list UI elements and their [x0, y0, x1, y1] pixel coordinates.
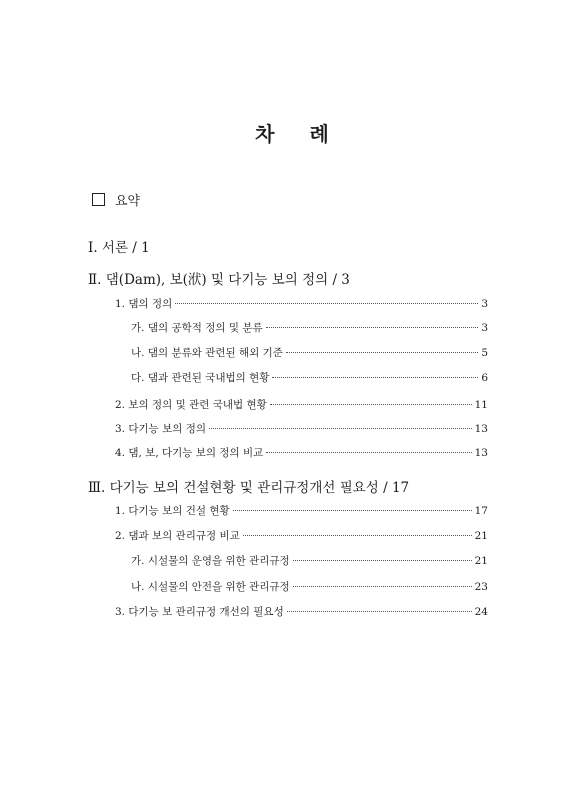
- dot-leader: [270, 404, 472, 405]
- dot-leader: [293, 586, 472, 587]
- checkbox-icon: [92, 193, 105, 206]
- dot-leader: [266, 327, 479, 328]
- section-heading-2[interactable]: Ⅱ. 댐(Dam), 보(洑) 및 다기능 보의 정의 / 3: [88, 272, 350, 288]
- title-second-char: 례: [309, 122, 330, 146]
- toc-entry[interactable]: 1. 댐의 정의 3: [115, 298, 488, 310]
- dot-leader: [233, 510, 472, 511]
- dot-leader: [175, 303, 478, 304]
- toc-entry[interactable]: 1. 다기능 보의 건설 현황 17: [115, 505, 488, 517]
- toc-entry[interactable]: 나. 시설물의 안전을 위한 관리규정 23: [131, 581, 488, 593]
- dot-leader: [287, 611, 472, 612]
- dot-leader: [209, 428, 472, 429]
- summary-label: 요약: [115, 194, 141, 209]
- dot-leader: [243, 535, 472, 536]
- toc-entry[interactable]: 가. 댐의 공학적 정의 및 분류 3: [131, 322, 488, 334]
- title-first-char: 차: [255, 122, 276, 146]
- dot-leader: [293, 560, 472, 561]
- dot-leader: [266, 452, 471, 453]
- dot-leader: [272, 377, 478, 378]
- toc-entry[interactable]: 2. 보의 정의 및 관련 국내법 현황 11: [115, 399, 488, 411]
- toc-entry[interactable]: 2. 댐과 보의 관리규정 비교 21: [115, 530, 488, 542]
- section-heading-3[interactable]: Ⅲ. 다기능 보의 건설현황 및 관리규정개선 필요성 / 17: [88, 480, 410, 496]
- toc-entry[interactable]: 3. 다기능 보 관리규정 개선의 필요성 24: [115, 606, 488, 618]
- page-title: [0, 118, 585, 147]
- summary-item[interactable]: [92, 190, 140, 209]
- section-heading-1[interactable]: Ⅰ. 서론 / 1: [88, 240, 150, 256]
- dot-leader: [286, 352, 478, 353]
- toc-entry[interactable]: 가. 시설물의 운영을 위한 관리규정 21: [131, 555, 488, 567]
- toc-entry[interactable]: 4. 댐, 보, 다기능 보의 정의 비교 13: [115, 447, 488, 459]
- toc-entry[interactable]: 나. 댐의 분류와 관련된 해외 기준 5: [131, 347, 488, 359]
- toc-entry[interactable]: 다. 댐과 관련된 국내법의 현황 6: [131, 372, 488, 384]
- toc-entry[interactable]: 3. 다기능 보의 정의 13: [115, 423, 488, 435]
